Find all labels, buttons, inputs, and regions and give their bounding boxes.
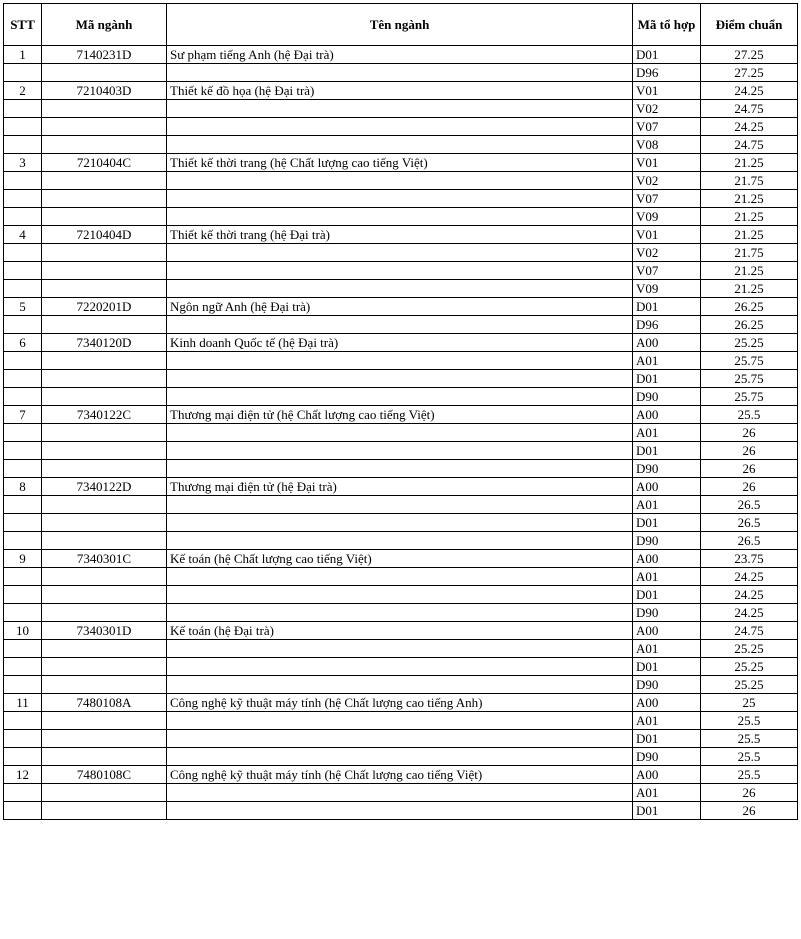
cell-diem-chuan: 26.25 [701,298,798,316]
cell-ten-nganh: Thiết kế thời trang (hệ Chất lượng cao tiếng Việt) [167,154,633,172]
cell-diem-chuan: 25 [701,694,798,712]
table-row [4,352,798,370]
cell-diem-chuan: 26.25 [701,316,798,334]
cell-ma-to-hop: V07 [633,190,701,208]
cell-ma-nganh [42,316,167,334]
cell-diem-chuan: 25.5 [701,712,798,730]
cell-diem-chuan: 21.25 [701,208,798,226]
header-ma-nganh: Mã ngành [42,4,167,46]
cell-stt [4,190,42,208]
cell-ma-to-hop: A00 [633,550,701,568]
table-row [4,208,798,226]
cell-ma-nganh [42,460,167,478]
table-row [4,280,798,298]
cell-ten-nganh [167,460,633,478]
cell-stt: 6 [4,334,42,352]
cell-stt [4,100,42,118]
cell-diem-chuan: 26 [701,802,798,820]
cell-diem-chuan: 26 [701,784,798,802]
cell-stt [4,172,42,190]
cell-ten-nganh: Ngôn ngữ Anh (hệ Đại trà) [167,298,633,316]
cell-stt [4,442,42,460]
cell-diem-chuan: 25.25 [701,640,798,658]
cell-stt [4,802,42,820]
cell-diem-chuan: 26.5 [701,496,798,514]
cell-ma-to-hop: V08 [633,136,701,154]
cell-ma-to-hop: D90 [633,676,701,694]
cell-stt [4,460,42,478]
table-row [4,604,798,622]
cell-ma-to-hop: V07 [633,118,701,136]
cell-diem-chuan: 25.75 [701,352,798,370]
cell-diem-chuan: 24.75 [701,136,798,154]
cell-ma-to-hop: D96 [633,316,701,334]
cell-stt [4,388,42,406]
cell-ma-to-hop: A01 [633,424,701,442]
cell-ma-nganh: 7210403D [42,82,167,100]
table-body [4,46,798,820]
cell-diem-chuan: 21.25 [701,280,798,298]
cell-ma-to-hop: D01 [633,46,701,64]
header-ma-to-hop: Mã tổ hợp [633,4,701,46]
cell-stt [4,496,42,514]
document-page [3,3,798,820]
table-row [4,118,798,136]
cell-diem-chuan: 24.75 [701,622,798,640]
cell-ma-to-hop: A00 [633,406,701,424]
table-row [4,730,798,748]
cell-ma-nganh: 7480108A [42,694,167,712]
cell-ma-nganh: 7340122D [42,478,167,496]
cell-ten-nganh [167,586,633,604]
cell-ma-to-hop: D01 [633,442,701,460]
cell-diem-chuan: 21.25 [701,226,798,244]
cell-ma-nganh [42,730,167,748]
table-row [4,532,798,550]
cell-diem-chuan: 21.25 [701,190,798,208]
cell-ten-nganh [167,172,633,190]
cell-ten-nganh [167,532,633,550]
cell-ten-nganh: Sư phạm tiếng Anh (hệ Đại trà) [167,46,633,64]
cell-stt [4,64,42,82]
cell-ten-nganh [167,208,633,226]
cell-diem-chuan: 25.75 [701,388,798,406]
cell-stt [4,658,42,676]
cell-ma-nganh [42,784,167,802]
cell-stt [4,280,42,298]
cell-ma-to-hop: D90 [633,604,701,622]
cell-diem-chuan: 21.75 [701,244,798,262]
cell-ma-to-hop: A01 [633,784,701,802]
cell-ma-nganh [42,712,167,730]
cell-ma-to-hop: A00 [633,766,701,784]
cell-ma-nganh [42,658,167,676]
cell-ten-nganh: Kinh doanh Quốc tế (hệ Đại trà) [167,334,633,352]
table-row [4,658,798,676]
cell-ma-to-hop: D90 [633,532,701,550]
cell-ten-nganh [167,604,633,622]
table-row [4,100,798,118]
cell-diem-chuan: 24.25 [701,82,798,100]
cell-ma-to-hop: D90 [633,460,701,478]
cell-ten-nganh: Thương mại điện tử (hệ Chất lượng cao tiếng Việt) [167,406,633,424]
table-row [4,460,798,478]
cell-ma-to-hop: A00 [633,334,701,352]
cell-ma-to-hop: A00 [633,694,701,712]
table-row [4,748,798,766]
cell-ma-to-hop: A01 [633,712,701,730]
cell-ma-nganh: 7210404D [42,226,167,244]
cell-ma-to-hop: D01 [633,730,701,748]
table-row [4,244,798,262]
cell-ma-to-hop: A01 [633,352,701,370]
table-row [4,172,798,190]
cell-ten-nganh: Thiết kế đồ họa (hệ Đại trà) [167,82,633,100]
table-row [4,370,798,388]
cell-ten-nganh: Công nghệ kỹ thuật máy tính (hệ Chất lượng cao tiếng Việt) [167,766,633,784]
cell-ma-to-hop: A00 [633,478,701,496]
cell-ten-nganh [167,568,633,586]
cell-ma-nganh [42,118,167,136]
cell-stt [4,748,42,766]
cell-stt [4,586,42,604]
cell-diem-chuan: 26 [701,424,798,442]
cell-ten-nganh [167,136,633,154]
cell-stt: 9 [4,550,42,568]
table-row [4,64,798,82]
cell-ma-to-hop: V07 [633,262,701,280]
cell-ma-nganh [42,280,167,298]
cell-stt [4,244,42,262]
cell-ma-nganh [42,568,167,586]
cell-stt [4,676,42,694]
table-row [4,136,798,154]
cell-ten-nganh [167,640,633,658]
cell-ma-nganh [42,208,167,226]
table-row [4,442,798,460]
cell-ten-nganh [167,676,633,694]
table-row [4,802,798,820]
cell-stt [4,136,42,154]
cell-ten-nganh [167,280,633,298]
cell-ten-nganh [167,514,633,532]
cell-ma-to-hop: V01 [633,154,701,172]
cell-stt: 7 [4,406,42,424]
cell-ma-nganh [42,514,167,532]
cell-diem-chuan: 27.25 [701,64,798,82]
admission-score-table [3,3,798,820]
cell-ten-nganh [167,118,633,136]
cell-stt [4,514,42,532]
table-row [4,334,798,352]
cell-stt [4,262,42,280]
cell-ma-nganh: 7340301D [42,622,167,640]
cell-ten-nganh [167,802,633,820]
cell-ma-to-hop: D01 [633,514,701,532]
cell-ma-to-hop: A01 [633,640,701,658]
table-row [4,262,798,280]
cell-diem-chuan: 24.25 [701,586,798,604]
cell-stt [4,784,42,802]
table-row [4,712,798,730]
cell-ma-to-hop: D90 [633,388,701,406]
cell-ma-to-hop: A01 [633,568,701,586]
cell-stt: 2 [4,82,42,100]
table-row [4,784,798,802]
cell-diem-chuan: 21.75 [701,172,798,190]
cell-stt: 5 [4,298,42,316]
cell-ma-nganh [42,442,167,460]
cell-diem-chuan: 21.25 [701,262,798,280]
cell-ma-nganh [42,370,167,388]
cell-ma-nganh [42,100,167,118]
cell-ma-to-hop: V01 [633,82,701,100]
cell-stt [4,532,42,550]
table-row [4,550,798,568]
cell-ten-nganh [167,784,633,802]
cell-stt [4,424,42,442]
cell-ma-to-hop: D96 [633,64,701,82]
cell-diem-chuan: 26.5 [701,514,798,532]
cell-diem-chuan: 25.25 [701,676,798,694]
cell-ma-to-hop: V01 [633,226,701,244]
cell-ma-nganh: 7140231D [42,46,167,64]
cell-stt: 4 [4,226,42,244]
cell-diem-chuan: 25.25 [701,658,798,676]
cell-stt: 3 [4,154,42,172]
cell-ma-nganh [42,262,167,280]
cell-ten-nganh [167,388,633,406]
cell-stt [4,730,42,748]
cell-ma-to-hop: A01 [633,496,701,514]
cell-ma-nganh: 7480108C [42,766,167,784]
table-row [4,676,798,694]
cell-ma-nganh [42,640,167,658]
cell-diem-chuan: 26.5 [701,532,798,550]
table-row [4,406,798,424]
cell-diem-chuan: 24.25 [701,568,798,586]
table-row [4,514,798,532]
table-row [4,226,798,244]
table-row [4,478,798,496]
cell-ma-nganh [42,532,167,550]
table-row [4,298,798,316]
cell-diem-chuan: 26 [701,442,798,460]
cell-ten-nganh [167,496,633,514]
cell-ma-to-hop: D01 [633,370,701,388]
cell-stt [4,118,42,136]
cell-ten-nganh [167,730,633,748]
cell-ten-nganh [167,64,633,82]
cell-ten-nganh [167,658,633,676]
cell-ma-to-hop: D01 [633,802,701,820]
cell-ma-nganh [42,190,167,208]
cell-ten-nganh [167,712,633,730]
table-row [4,586,798,604]
cell-diem-chuan: 21.25 [701,154,798,172]
cell-ma-nganh [42,172,167,190]
table-row [4,496,798,514]
cell-diem-chuan: 26 [701,478,798,496]
header-row [4,4,798,46]
cell-stt: 12 [4,766,42,784]
cell-ma-to-hop: D01 [633,586,701,604]
cell-ma-to-hop: D01 [633,658,701,676]
cell-ma-to-hop: V09 [633,280,701,298]
cell-ma-nganh: 7340120D [42,334,167,352]
table-row [4,190,798,208]
cell-ten-nganh [167,352,633,370]
table-row [4,640,798,658]
cell-ma-nganh [42,586,167,604]
cell-ma-nganh [42,136,167,154]
cell-ten-nganh: Thiết kế thời trang (hệ Đại trà) [167,226,633,244]
cell-ten-nganh [167,424,633,442]
cell-ma-nganh [42,424,167,442]
cell-ma-nganh [42,64,167,82]
cell-stt [4,352,42,370]
cell-ma-to-hop: D01 [633,298,701,316]
table-row [4,46,798,64]
cell-ma-to-hop: V02 [633,172,701,190]
table-row [4,154,798,172]
cell-stt [4,712,42,730]
cell-ten-nganh [167,370,633,388]
cell-diem-chuan: 24.75 [701,100,798,118]
cell-stt: 8 [4,478,42,496]
cell-diem-chuan: 23.75 [701,550,798,568]
cell-stt [4,568,42,586]
cell-stt [4,316,42,334]
cell-stt [4,208,42,226]
cell-diem-chuan: 26 [701,460,798,478]
cell-ma-to-hop: A00 [633,622,701,640]
table-row [4,568,798,586]
cell-ma-nganh [42,802,167,820]
cell-ten-nganh [167,262,633,280]
cell-diem-chuan: 25.5 [701,748,798,766]
table-row [4,694,798,712]
cell-ten-nganh [167,442,633,460]
cell-ma-nganh: 7220201D [42,298,167,316]
cell-diem-chuan: 25.25 [701,334,798,352]
cell-diem-chuan: 24.25 [701,118,798,136]
cell-diem-chuan: 25.5 [701,766,798,784]
table-row [4,388,798,406]
table-row [4,316,798,334]
cell-ten-nganh: Kế toán (hệ Chất lượng cao tiếng Việt) [167,550,633,568]
cell-ma-nganh: 7340122C [42,406,167,424]
cell-diem-chuan: 24.25 [701,604,798,622]
table-row [4,622,798,640]
cell-ma-nganh [42,676,167,694]
header-stt: STT [4,4,42,46]
cell-ma-to-hop: V02 [633,100,701,118]
cell-diem-chuan: 25.5 [701,406,798,424]
cell-stt [4,370,42,388]
cell-diem-chuan: 27.25 [701,46,798,64]
cell-ten-nganh: Kế toán (hệ Đại trà) [167,622,633,640]
cell-ma-to-hop: V09 [633,208,701,226]
cell-ma-nganh [42,352,167,370]
cell-ten-nganh [167,190,633,208]
cell-stt: 11 [4,694,42,712]
cell-stt: 10 [4,622,42,640]
cell-ma-to-hop: D90 [633,748,701,766]
cell-ma-nganh [42,388,167,406]
cell-ma-to-hop: V02 [633,244,701,262]
cell-ma-nganh [42,244,167,262]
cell-stt: 1 [4,46,42,64]
cell-ma-nganh: 7210404C [42,154,167,172]
cell-ten-nganh: Công nghệ kỹ thuật máy tính (hệ Chất lượng cao tiếng Anh) [167,694,633,712]
cell-ma-nganh [42,748,167,766]
table-row [4,424,798,442]
cell-stt [4,604,42,622]
cell-ten-nganh [167,748,633,766]
header-diem-chuan: Điểm chuẩn [701,4,798,46]
cell-ten-nganh: Thương mại điện tử (hệ Đại trà) [167,478,633,496]
cell-ten-nganh [167,100,633,118]
cell-ten-nganh [167,244,633,262]
cell-ten-nganh [167,316,633,334]
table-row [4,766,798,784]
cell-diem-chuan: 25.75 [701,370,798,388]
cell-ma-nganh [42,604,167,622]
cell-diem-chuan: 25.5 [701,730,798,748]
cell-ma-nganh [42,496,167,514]
cell-stt [4,640,42,658]
header-ten-nganh: Tên ngành [167,4,633,46]
table-header [4,4,798,46]
cell-ma-nganh: 7340301C [42,550,167,568]
table-row [4,82,798,100]
